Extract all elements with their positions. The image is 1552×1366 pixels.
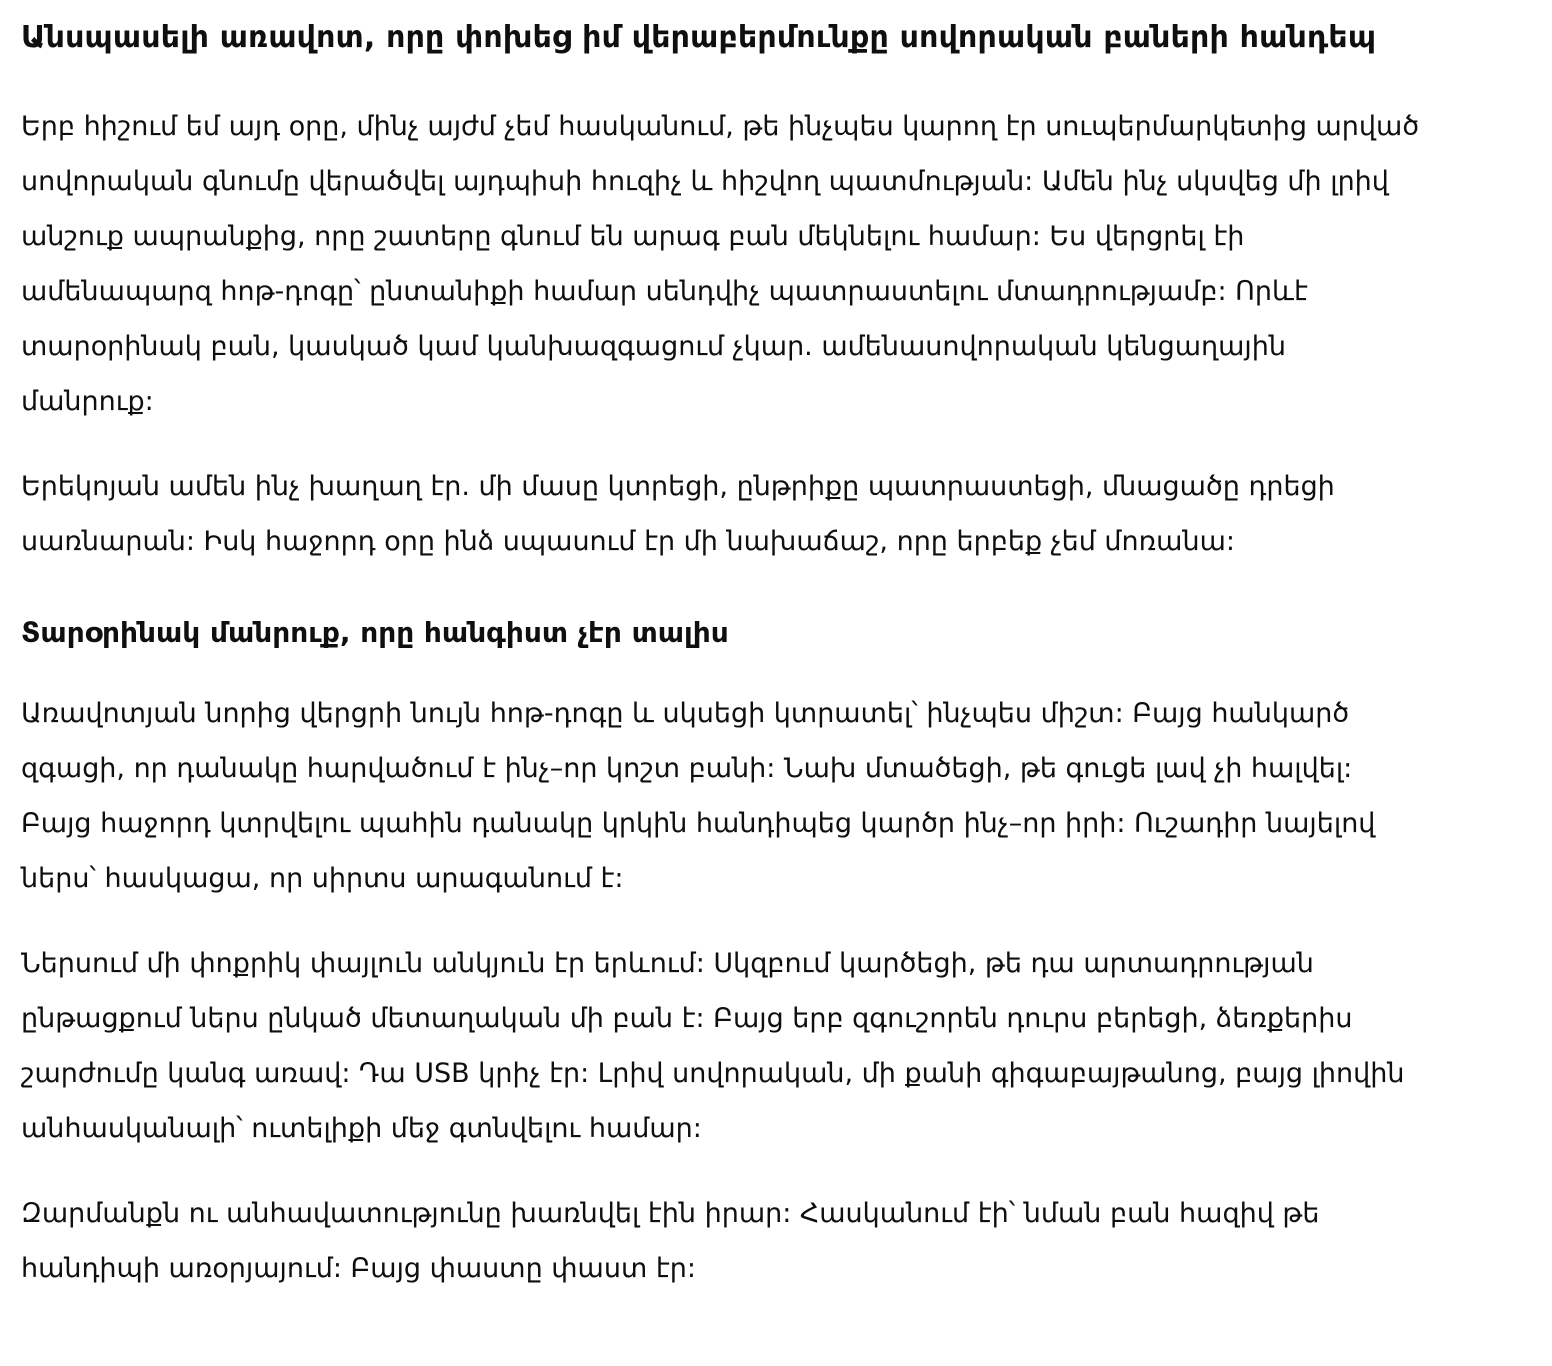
body-paragraph-1: Առավոտյան նորից վերցրի նույն հոթ-դոգը և սկսեցի կտրատել՝ ինչպես միշտ: Բայց հանկարծ զգացի, որ դանակը հարվածում է ինչ–որ կոշտ բանի: Նախ մտածեցի, թե գուցե լավ չի հալվել: Բայց հաջորդ կտրվելու պահին դանակը կրկին հանդիպեց կարծր ինչ–որ իրի: Ուշադիր նայելով ներս՝ հասկացա, որ սիրտս արագանում է: [21, 698, 1376, 895]
intro-paragraph-2: Երեկոյան ամեն ինչ խաղաղ էր. մի մասը կտրեցի, ընթրիքը պատրաստեցի, մնացածը դրեցի սառնարան: Իսկ հաջորդ օրը ինձ սպասում էր մի նախաճաշ, որը երբեք չեմ մոռանա: [21, 471, 1335, 557]
page-title: Անսպասելի առավոտ, որը փոխեց իմ վերաբերմունքը սովորական բաների հանդեպ [21, 20, 1377, 55]
article [21, 18, 1421, 1296]
body-paragraph-2: Ներսում մի փոքրիկ փայլուն անկյուն էր երևում: Սկզբում կարծեցի, թե դա արտադրության ընթացքում ներս ընկած մետաղական մի բան է: Բայց երբ զգուշորեն դուրս բերեցի, ձեռքերիս շարժումը կանգ առավ: Դա USB կրիչ էր: Լրիվ սովորական, մի քանի գիգաբայթանոց, բայց լիովին անհասկանալի՝ ուտելիքի մեջ գտնվելու համար: [21, 948, 1405, 1145]
section-heading: Տարօրինակ մանրուք, որը հանգիստ չէր տալիս [21, 616, 729, 649]
body-paragraph-3: Զարմանքն ու անհավատությունը խառնվել էին իրար: Հասկանում էի՝ նման բան հազիվ թե հանդիպի առօրյայում: Բայց փաստը փաստ էր: [21, 1198, 1320, 1285]
intro-paragraph-1: Երբ հիշում եմ այդ օրը, մինչ այժմ չեմ հասկանում, թե ինչպես կարող էր սուպերմարկետից արված սովորական գնումը վերածվել այդպիսի հուզիչ և հիշվող պատմության: Ամեն ինչ սկսվեց մի լրիվ անշուք ապրանքից, որը շատերը գնում են արագ բան մեկնելու համար: Ես վերցրել էի ամենապարզ հոթ-դոգը՝ ընտանիքի համար սենդվիչ պատրաստելու մտադրությամբ: Որևէ տարօրինակ բան, կասկած կամ կանխազգացում չկար. ամենասովորական կենցաղային մանրուք: [21, 111, 1420, 417]
